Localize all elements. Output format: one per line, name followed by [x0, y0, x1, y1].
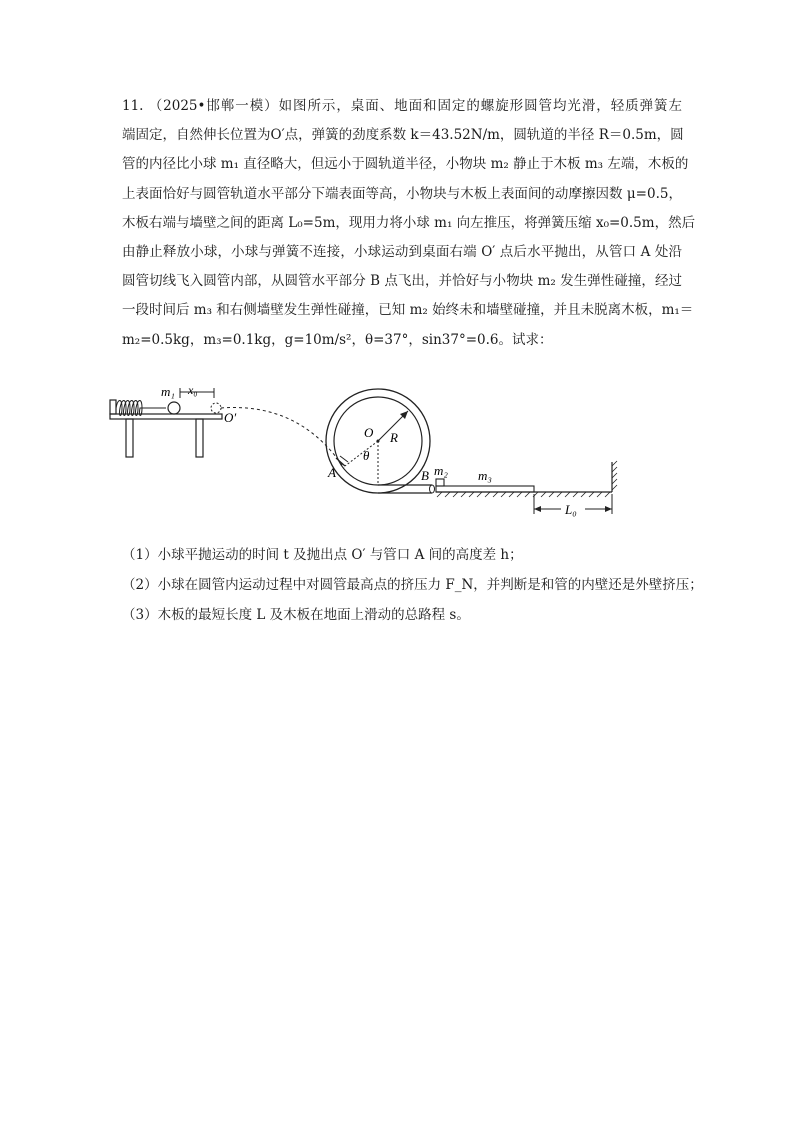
label-R: R	[390, 430, 398, 445]
L0-arrow-left	[534, 506, 541, 512]
problem-line: 一段时间后 m₃ 和右侧墙壁发生弹性碰撞，已知 m₂ 始终未和墙壁碰撞，并且未脱离木板，m₁＝	[122, 302, 694, 319]
question-1: （1）小球平抛运动的时间 t 及抛出点 O′ 与管口 A 间的高度差 h；	[122, 547, 523, 563]
label-L0: L₀	[565, 502, 577, 517]
board-m3	[436, 486, 534, 492]
question-2: （2）小球在圆管内运动过程中对圆管最高点的挤压力 F_N，并判断是和管的内壁还是外壁挤压；	[122, 577, 703, 593]
ball-m1	[168, 402, 180, 414]
problem-line: 11. （2025•邯郸一模）如图所示，桌面、地面和固定的螺旋形圆管均光滑，轻质弹簧左	[122, 98, 682, 114]
question-3: （3）木板的最短长度 L 及木板在地面上滑动的总路程 s。	[122, 607, 470, 623]
problem-line: 端固定，自然伸长位置为O′点，弹簧的劲度系数 k＝43.52N/m，圆轨道的半径 R＝0.5m，圆	[122, 127, 684, 144]
label-B: B	[421, 468, 429, 483]
label-m3: m₃	[478, 468, 492, 483]
label-m2: m₂	[434, 463, 448, 478]
wall-hatching	[612, 461, 617, 490]
spring	[116, 401, 166, 416]
table	[110, 400, 222, 457]
tube-entry-a	[340, 456, 348, 462]
angle-dashed	[345, 441, 378, 466]
problem-statement	[122, 92, 696, 355]
ball-at-O-prime	[211, 403, 221, 413]
label-O-prime: O′	[224, 410, 237, 425]
tube-exit-b	[430, 485, 435, 493]
ground-hatching	[437, 492, 610, 497]
problem-line: 管的内径比小球 m₁ 直径略大，但远小于圆轨道半径，小物块 m₂ 静止于木板 m₃ 左端，木板的	[122, 156, 689, 173]
label-A: A	[328, 465, 336, 480]
label-theta: θ	[363, 448, 370, 463]
label-O: O	[364, 425, 374, 440]
block-m2	[436, 479, 444, 486]
label-x0: x₀	[188, 383, 198, 397]
problem-line: 上表面恰好与圆管轨道水平部分下端表面等高，小物块与木板上表面间的动摩擦因数 μ=0.5，	[122, 185, 682, 202]
label-m1: m₁	[161, 384, 175, 399]
problem-line: 由静止释放小球，小球与弹簧不连接，小球运动到桌面右端 O′ 点后水平抛出，从管口 A 处沿	[122, 243, 682, 260]
problem-line: m₂=0.5kg，m₃=0.1kg，g=10m/s²，θ=37°，sin37°=0.6。试求：	[122, 331, 553, 348]
problem-line: 木板右端与墙壁之间的距离 L₀=5m，现用力将小球 m₁ 向左推压，将弹簧压缩 x₀=0.5m，然后	[122, 214, 696, 231]
physics-diagram	[100, 380, 640, 530]
problem-line: 圆管切线飞入圆管内部，从圆管水平部分 B 点飞出，并恰好与小物块 m₂ 发生弹性碰撞，经过	[122, 273, 682, 290]
L0-arrow-right	[605, 506, 612, 512]
